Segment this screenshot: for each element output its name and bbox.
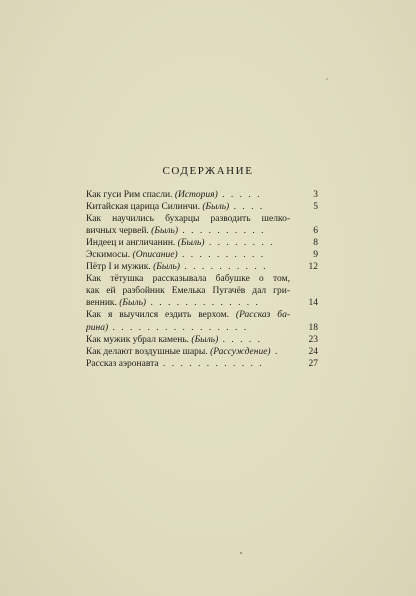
toc-entry-genre: (Рассуждение) [210,346,271,357]
toc-page-number: 23 [308,334,318,345]
toc-entry-text: Китайская царица Силинчи. [86,202,203,213]
toc-entry-text: Как тётушка рассказывала бабушке о том, [86,274,290,285]
toc-entry-text: Рассказ аэронавта [86,358,159,369]
toc-leader-dots: . . . . [229,202,265,213]
toc-page-number: 27 [308,358,318,369]
toc-entry-line [86,249,290,261]
toc-entry-line [86,285,290,297]
toc-entry[interactable] [86,273,318,309]
toc-entry-genre: (Описание) [132,250,178,261]
toc-entry-text: Как мужик убрал камень. [86,334,192,345]
toc-entry-line [86,297,290,309]
toc-entry[interactable] [86,237,318,249]
toc-entry-line [86,225,290,237]
toc-entry-title [86,237,290,249]
toc-entry-line [86,309,290,321]
toc-entry[interactable] [86,334,318,346]
toc-entry[interactable] [86,189,318,201]
toc-entry-title [86,261,290,273]
toc-entry-genre: (Рассказ ба- [235,310,290,321]
toc-entry-text: вичных червей. [86,226,152,237]
print-speck [240,552,242,554]
toc-entry-text: Пётр I и мужик. [86,262,154,273]
toc-entry[interactable] [86,249,318,261]
toc-entry-genre: рина) [86,322,109,333]
table-of-contents [86,189,318,370]
toc-entry-line [86,358,290,370]
toc-entry-genre: (Быль) [177,238,205,249]
toc-entry-genre: (Быль) [191,334,219,345]
toc-entry-line [86,334,290,346]
toc-entry-title [86,249,290,261]
toc-entry[interactable] [86,201,318,213]
toc-leader-dots: . . . . . . . . . . . . . . . . [108,322,249,333]
toc-entry-text: как ей разбойник Емелька Пугачёв дал гри- [86,286,290,297]
toc-entry-genre: (История) [174,190,218,200]
toc-page-number: 6 [313,226,318,237]
toc-entry-text: Как научились бухарцы разводить шелко- [86,214,290,225]
toc-entry-title [86,189,290,201]
toc-page-number: 8 [313,238,318,249]
toc-leader-dots: . . . . . . . . . . [177,250,266,261]
toc-entry-genre: (Быль) [119,298,147,309]
toc-entry-genre: (Быль) [153,262,180,273]
toc-entry-line [86,273,290,285]
toc-entry-title [86,309,290,333]
toc-leader-dots: . . . . . . . . . . . . [158,358,264,369]
toc-entry-text: Как делают воздушные шары. [86,346,211,357]
toc-entry-genre: (Быль) [202,202,230,213]
contents-heading: СОДЕРЖАНИЕ [162,165,254,177]
toc-page-number: 18 [308,322,318,333]
toc-page-number: 9 [313,250,318,261]
toc-entry-line [86,189,290,201]
toc-page-number: 5 [313,202,318,213]
toc-entry-text: Как гуси Рим спасли. [86,190,175,200]
toc-page-number: 14 [308,298,318,309]
toc-entry[interactable] [86,309,318,333]
toc-entry[interactable] [86,358,318,370]
toc-entry-title [86,334,290,346]
toc-entry-line [86,213,290,225]
toc-entry[interactable] [86,346,318,358]
toc-entry-line [86,322,290,334]
toc-leader-dots: . . . . . [217,190,262,200]
toc-entry-genre: (Быль) [151,226,179,237]
print-speck [326,78,328,80]
toc-entry-text: венник. [86,298,120,309]
toc-entry-title [86,201,290,213]
toc-leader-dots: . [270,346,280,357]
toc-entry-text: Индеец и англичанин. [86,238,178,249]
toc-entry-title [86,346,290,358]
toc-page-number: 24 [308,346,318,357]
toc-page-number: 12 [308,262,318,273]
toc-leader-dots: . . . . . . . . . . [179,262,268,273]
toc-leader-dots: . . . . . [218,334,262,345]
toc-leader-dots: . . . . . . . . . . . . . [146,298,260,309]
toc-entry-line [86,201,290,213]
toc-entry-line [86,346,290,358]
toc-leader-dots: . . . . . . . . . . [178,226,266,237]
toc-entry-text: Эскимосы. [86,250,133,261]
toc-leader-dots: . . . . . . . . [204,238,275,249]
toc-entry-title [86,358,290,370]
toc-entry-title [86,273,290,309]
toc-entry-line [86,261,290,273]
toc-entry-text: Как я выучился ездить верхом. [86,310,236,321]
toc-entry-line [86,237,290,249]
toc-entry[interactable] [86,213,318,237]
toc-entry-title [86,213,290,237]
toc-entry[interactable] [86,261,318,273]
toc-page-number: 3 [313,190,318,200]
